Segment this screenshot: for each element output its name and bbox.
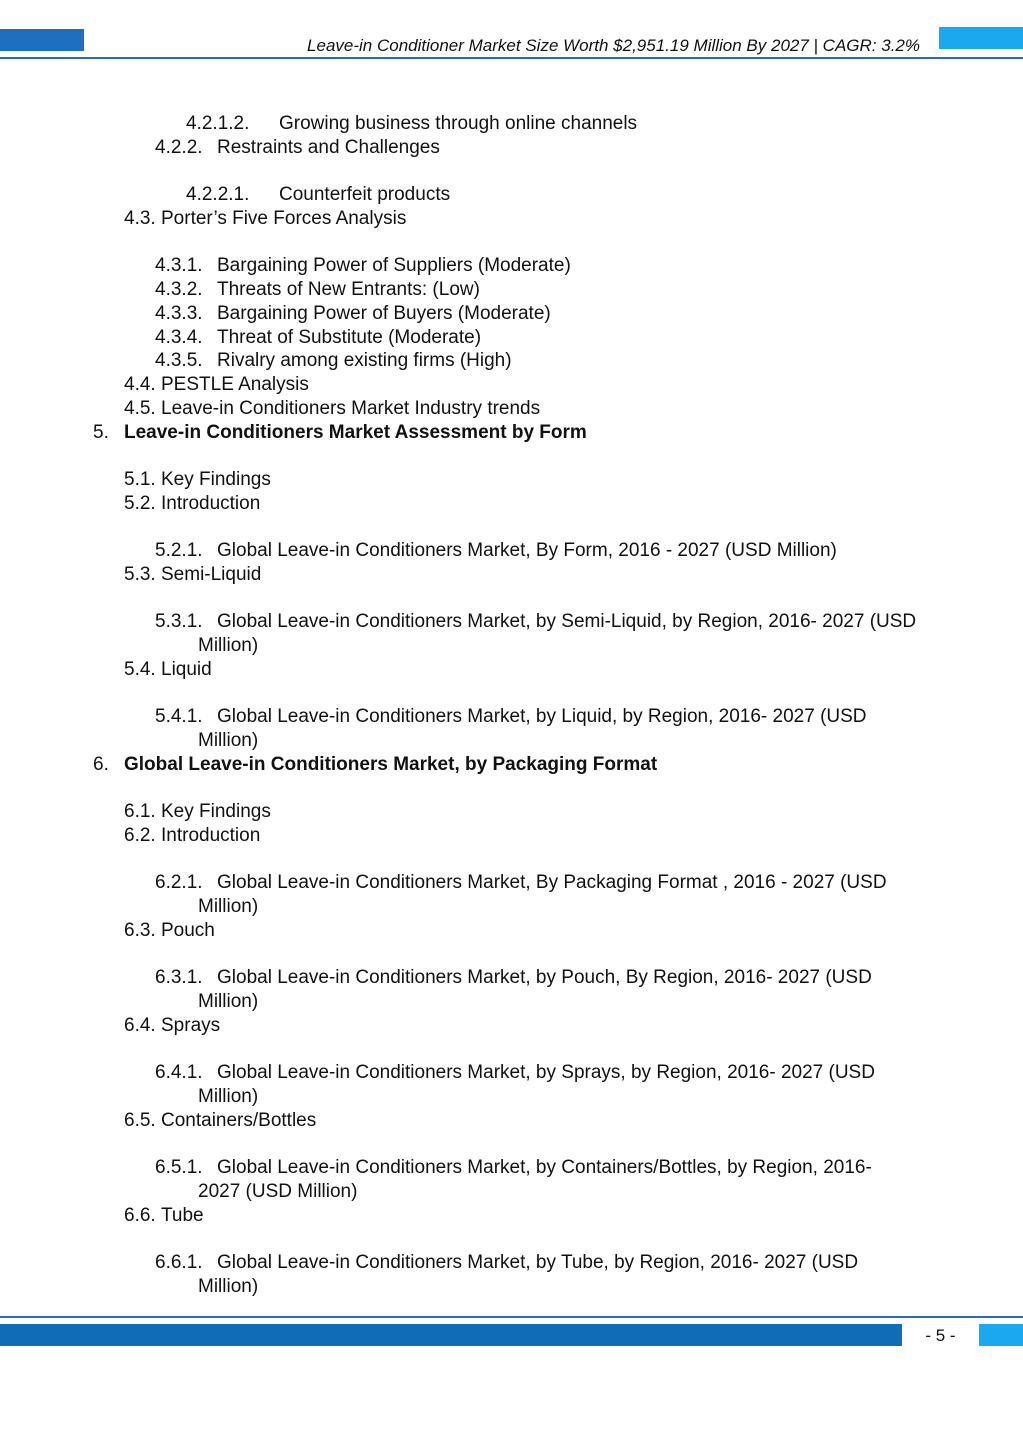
toc-number: 5.1. [124, 469, 156, 490]
toc-text: Million) [198, 991, 259, 1012]
toc-number: 6.6. [124, 1205, 156, 1226]
toc-text: Sprays [161, 1015, 221, 1036]
toc-text: Introduction [161, 493, 261, 514]
toc-text: Million) [198, 635, 259, 656]
toc-number: 4.2.1.2. [186, 113, 250, 134]
toc-text: Global Leave-in Conditioners Market, by Packaging Format [124, 754, 658, 775]
toc-number: 6.1. [124, 801, 156, 822]
header-title: Leave-in Conditioner Market Size Worth $2,951.19 Million By 2027 | CAGR: 3.2% [307, 36, 920, 55]
toc-number: 5.4.1. [155, 706, 203, 727]
header-left-bar [0, 29, 84, 51]
toc-number: 4.3.4. [155, 327, 203, 348]
toc-text: Global Leave-in Conditioners Market, by Sprays, by Region, 2016- 2027 (USD [217, 1062, 875, 1083]
toc-text: Million) [198, 1086, 259, 1107]
toc-number: 6.4. [124, 1015, 156, 1036]
toc-text: Global Leave-in Conditioners Market, by Tube, by Region, 2016- 2027 (USD [217, 1252, 859, 1273]
toc-number: 6.3. [124, 920, 156, 941]
toc-number: 6.3.1. [155, 967, 203, 988]
toc-text: Porter’s Five Forces Analysis [161, 208, 407, 229]
toc-text: Counterfeit products [279, 184, 451, 205]
toc-text: PESTLE Analysis [161, 374, 309, 395]
toc-text: Threats of New Entrants: (Low) [217, 279, 480, 300]
toc-text: 2027 (USD Million) [198, 1181, 358, 1202]
toc-number: 6.4.1. [155, 1062, 203, 1083]
toc-text: Restraints and Challenges [217, 137, 440, 158]
toc-number: 6.5.1. [155, 1157, 203, 1178]
toc-text: Global Leave-in Conditioners Market, by Semi-Liquid, by Region, 2016- 2027 (USD [217, 611, 917, 632]
toc-text: Rivalry among existing firms (High) [217, 350, 512, 371]
toc-number: 4.3. [124, 208, 156, 229]
toc-number: 4.3.2. [155, 279, 203, 300]
toc-text: Threat of Substitute (Moderate) [217, 327, 482, 348]
toc-text: Global Leave-in Conditioners Market, By Packaging Format , 2016 - 2027 (USD [217, 872, 887, 893]
toc-text: Bargaining Power of Suppliers (Moderate) [217, 255, 571, 276]
header-right-bar [939, 27, 1023, 49]
toc-text: Key Findings [161, 801, 271, 822]
toc-number: 4.3.1. [155, 255, 203, 276]
toc-text: Global Leave-in Conditioners Market, by Containers/Bottles, by Region, 2016- [217, 1157, 872, 1178]
toc-text: Leave-in Conditioners Market Industry trends [161, 398, 541, 419]
toc-number: 4.3.3. [155, 303, 203, 324]
toc-text: Introduction [161, 825, 261, 846]
header-rule [0, 57, 1023, 59]
toc-number: 5.2.1. [155, 540, 203, 561]
toc-number: 6.6.1. [155, 1252, 203, 1273]
toc-number: 4.2.2. [155, 137, 203, 158]
toc-number: 6.5. [124, 1110, 156, 1131]
toc-text: Growing business through online channels [279, 113, 638, 134]
footer-rule [0, 1316, 1023, 1318]
toc-text: Liquid [161, 659, 212, 680]
footer-bar [0, 1324, 902, 1346]
toc-number: 5.3. [124, 564, 156, 585]
toc-text: Global Leave-in Conditioners Market, by Pouch, By Region, 2016- 2027 (USD [217, 967, 872, 988]
toc-text: Leave-in Conditioners Market Assessment by Form [124, 422, 587, 443]
toc-number: 6.2. [124, 825, 156, 846]
toc-number: 4.4. [124, 374, 156, 395]
toc-text: Million) [198, 730, 259, 751]
toc-text: Key Findings [161, 469, 271, 490]
toc-number: 5.2. [124, 493, 156, 514]
toc-text: Million) [198, 1276, 259, 1297]
footer-right-bar [979, 1324, 1023, 1346]
toc-text: Pouch [161, 920, 215, 941]
toc-number: 5.4. [124, 659, 156, 680]
toc-text: Global Leave-in Conditioners Market, By Form, 2016 - 2027 (USD Million) [217, 540, 837, 561]
toc-text: Semi-Liquid [161, 564, 262, 585]
toc-number: 6.2.1. [155, 872, 203, 893]
toc-number: 5. [93, 422, 109, 443]
page-number: - 5 - [925, 1326, 956, 1345]
toc-number: 4.3.5. [155, 350, 203, 371]
toc-text: Tube [161, 1205, 204, 1226]
toc-text: Million) [198, 896, 259, 917]
toc-text: Bargaining Power of Buyers (Moderate) [217, 303, 551, 324]
toc-number: 6. [93, 754, 109, 775]
toc-number: 5.3.1. [155, 611, 203, 632]
toc-number: 4.5. [124, 398, 156, 419]
toc-text: Containers/Bottles [161, 1110, 317, 1131]
toc-text: Global Leave-in Conditioners Market, by Liquid, by Region, 2016- 2027 (USD [217, 706, 867, 727]
toc-number: 4.2.2.1. [186, 184, 250, 205]
